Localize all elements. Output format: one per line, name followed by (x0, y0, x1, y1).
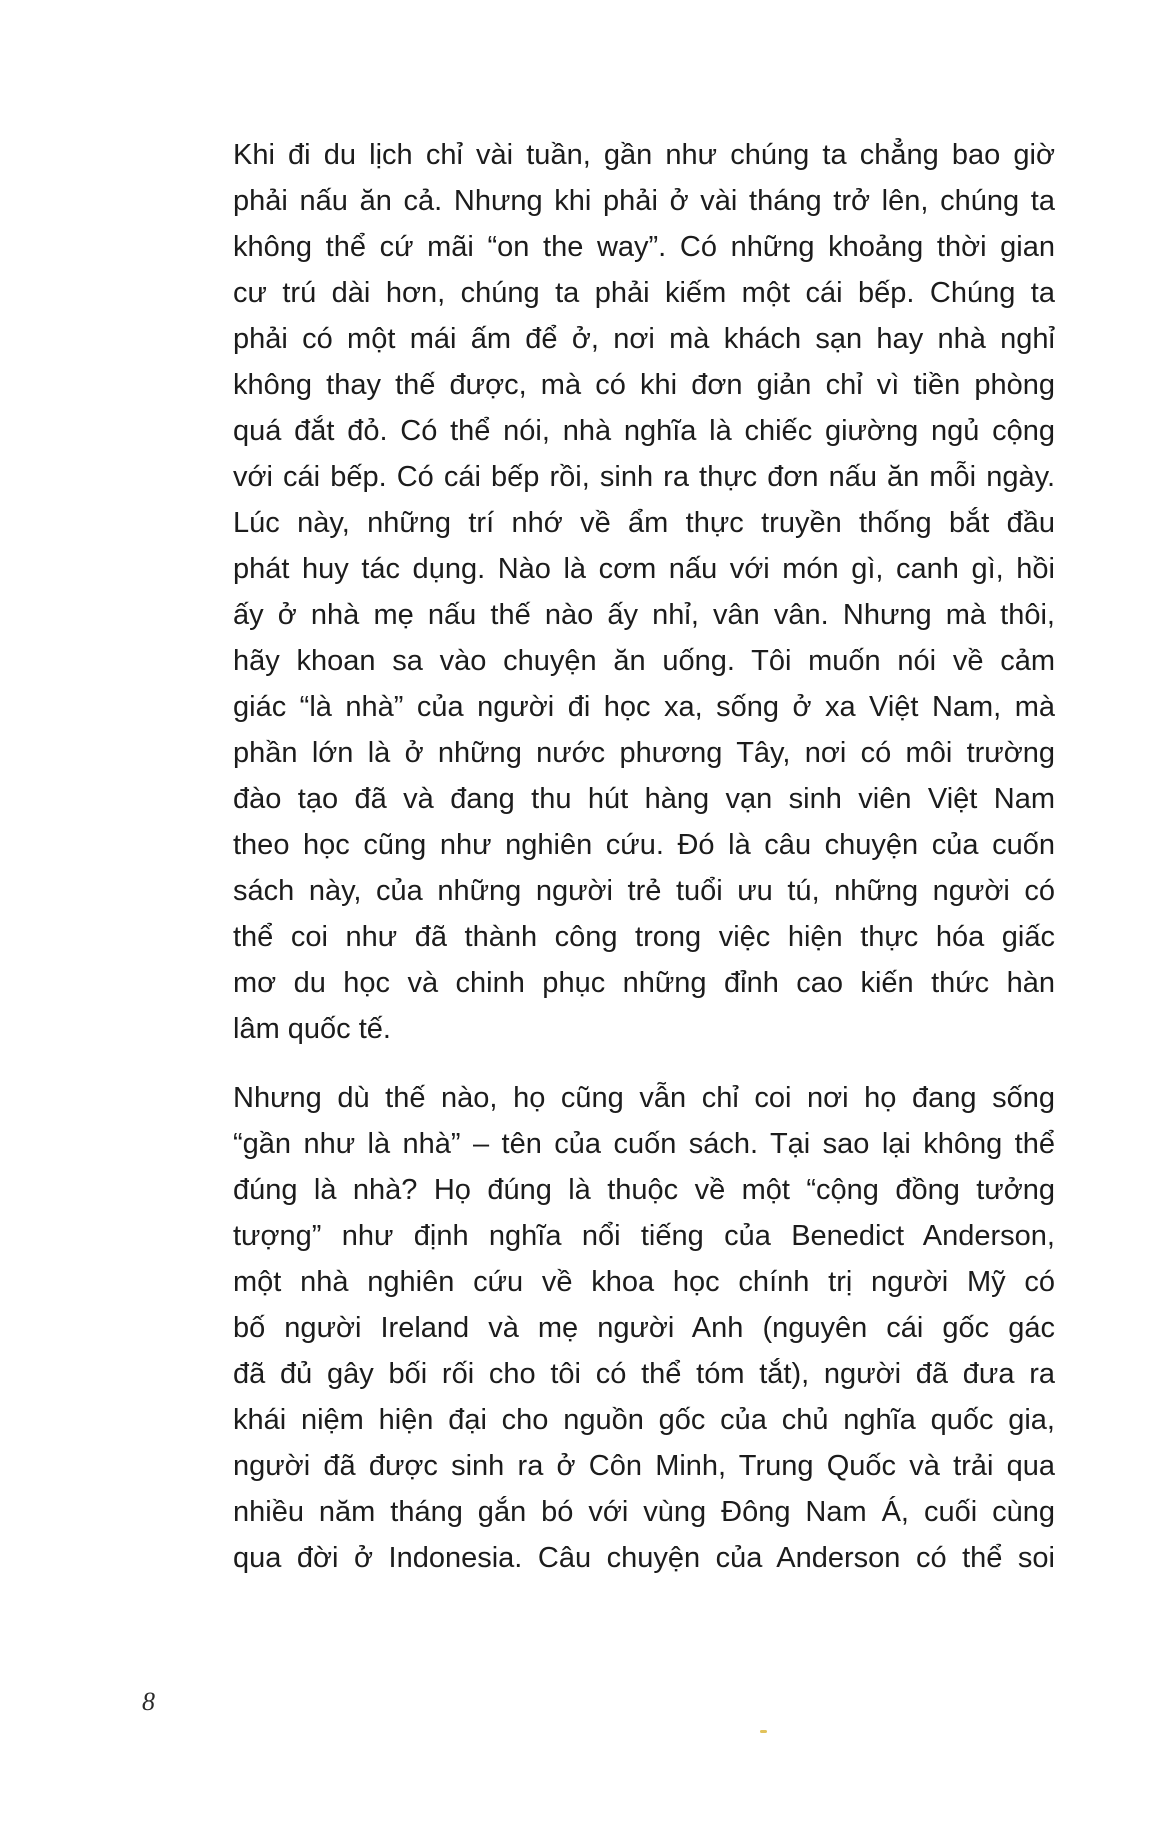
text-line: đúng là nhà? Họ đúng là thuộc về một “cộng đồng tưởng (233, 1174, 1055, 1206)
text-line: “gần như là nhà” – tên của cuốn sách. Tại sao lại không thể (233, 1128, 1055, 1160)
text-line: nhiều năm tháng gắn bó với vùng Đông Nam Á, cuối cùng (233, 1496, 1055, 1528)
text-line: phải có một mái ấm để ở, nơi mà khách sạn hay nhà nghỉ (233, 323, 1055, 355)
text-line: ấy ở nhà mẹ nấu thế nào ấy nhỉ, vân vân. Nhưng mà thôi, (233, 599, 1055, 631)
text-line: với cái bếp. Có cái bếp rồi, sinh ra thực đơn nấu ăn mỗi ngày. (233, 461, 1055, 493)
text-line: không thay thế được, mà có khi đơn giản chỉ vì tiền phòng (233, 369, 1055, 401)
text-line: người đã được sinh ra ở Côn Minh, Trung Quốc và trải qua (233, 1450, 1055, 1482)
text-line: Khi đi du lịch chỉ vài tuần, gần như chúng ta chẳng bao giờ (233, 139, 1055, 171)
text-line: cư trú dài hơn, chúng ta phải kiếm một cái bếp. Chúng ta (233, 277, 1055, 309)
page-number: 8 (142, 1687, 155, 1716)
text-line: sách này, của những người trẻ tuổi ưu tú, những người có (233, 875, 1055, 907)
text-line: phần lớn là ở những nước phương Tây, nơi có môi trường (233, 737, 1055, 769)
print-speck (760, 1730, 767, 1733)
text-line: mơ du học và chinh phục những đỉnh cao kiến thức hàn (233, 967, 1055, 999)
text-line: thể coi như đã thành công trong việc hiện thực hóa giấc (233, 921, 1055, 953)
text-line: một nhà nghiên cứu về khoa học chính trị người Mỹ có (233, 1266, 1055, 1298)
text-line: tượng” như định nghĩa nổi tiếng của Benedict Anderson, (233, 1220, 1055, 1252)
text-line: đã đủ gây bối rối cho tôi có thể tóm tắt), người đã đưa ra (233, 1358, 1055, 1390)
body-text (233, 132, 1055, 1581)
paragraph (233, 132, 1055, 1052)
text-line: bố người Ireland và mẹ người Anh (nguyên cái gốc gác (233, 1312, 1055, 1344)
text-line: theo học cũng như nghiên cứu. Đó là câu chuyện của cuốn (233, 829, 1055, 861)
text-line: Lúc này, những trí nhớ về ẩm thực truyền thống bắt đầu (233, 507, 1055, 539)
text-line: qua đời ở Indonesia. Câu chuyện của Anderson có thể soi (233, 1542, 1055, 1574)
text-line: đào tạo đã và đang thu hút hàng vạn sinh viên Việt Nam (233, 783, 1055, 815)
text-line: Nhưng dù thế nào, họ cũng vẫn chỉ coi nơi họ đang sống (233, 1082, 1055, 1114)
text-line: lâm quốc tế. (233, 1013, 391, 1045)
text-line: khái niệm hiện đại cho nguồn gốc của chủ nghĩa quốc gia, (233, 1404, 1055, 1436)
paragraph (233, 1075, 1055, 1581)
text-line: hãy khoan sa vào chuyện ăn uống. Tôi muốn nói về cảm (233, 645, 1055, 677)
text-line: giác “là nhà” của người đi học xa, sống ở xa Việt Nam, mà (233, 691, 1055, 723)
text-line: quá đắt đỏ. Có thể nói, nhà nghĩa là chiếc giường ngủ cộng (233, 415, 1055, 447)
text-line: không thể cứ mãi “on the way”. Có những khoảng thời gian (233, 231, 1055, 263)
text-line: phát huy tác dụng. Nào là cơm nấu với món gì, canh gì, hồi (233, 553, 1055, 585)
text-line: phải nấu ăn cả. Nhưng khi phải ở vài tháng trở lên, chúng ta (233, 185, 1055, 217)
